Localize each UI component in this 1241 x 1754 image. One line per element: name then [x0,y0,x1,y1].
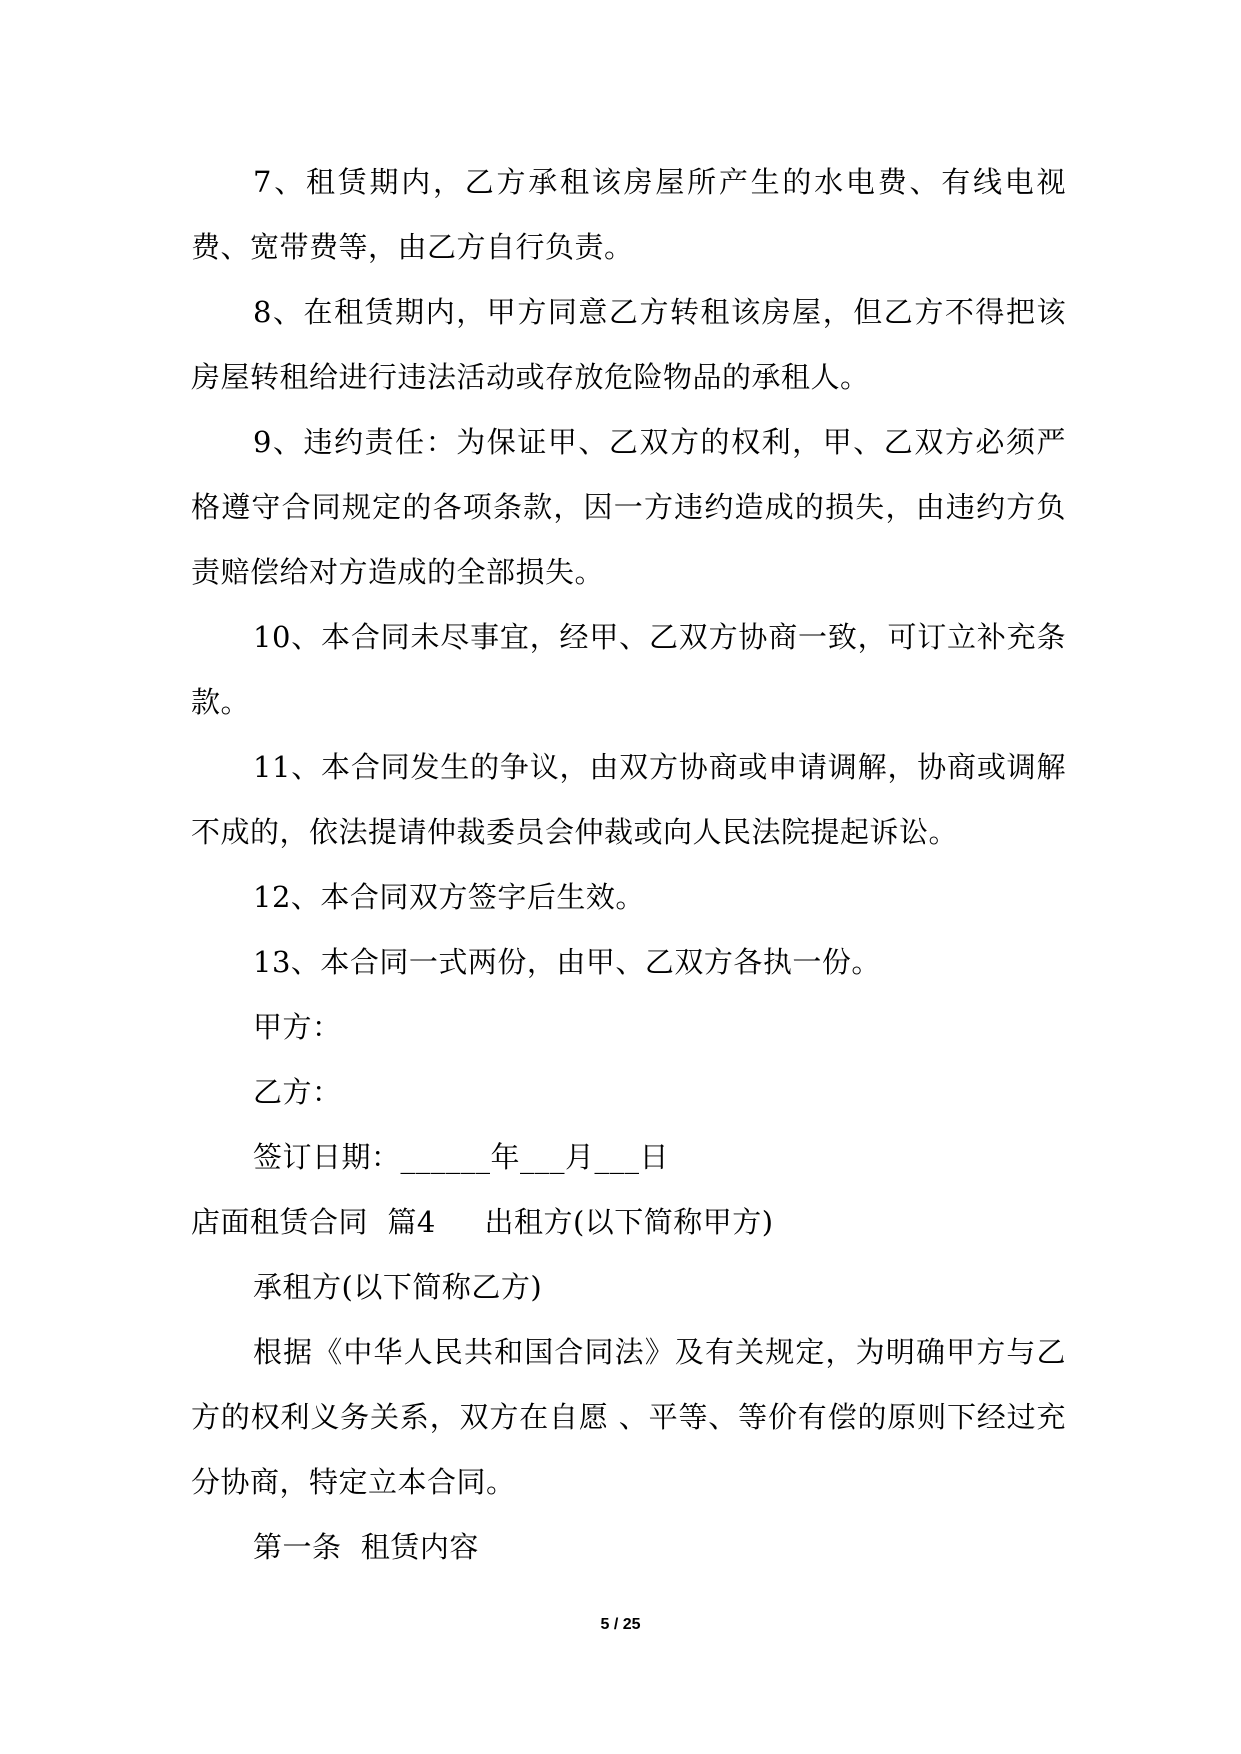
page-number: 5 / 25 [600,1616,641,1633]
clause-13: 13、本合同一式两份，由甲、乙双方各执一份。 [253,945,881,979]
preamble: 根据《中华人民共和国合同法》及有关规定，为明确甲方与乙方的权利义务关系，双方在自愿 、平等、等价有偿的原则下经过充分协商，特定立本合同。 [191,1335,1066,1499]
document-body [191,150,1066,1580]
party-a-signature: 甲方： [253,1010,342,1044]
clause-9: 9、违约责任：为保证甲、乙双方的权利，甲、乙双方必须严格遵守合同规定的各项条款，因一方违约造成的损失，由违约方负责赔偿给对方造成的全部损失。 [191,425,1066,589]
clause-12: 12、本合同双方签字后生效。 [253,880,645,914]
section-heading: 店面租赁合同 篇4 出租方(以下简称甲方) [191,1205,774,1239]
clause-8: 8、在租赁期内，甲方同意乙方转租该房屋，但乙方不得把该房屋转租给进行违法活动或存放危险物品的承租人。 [191,295,1066,394]
lessee-line: 承租方(以下简称乙方) [253,1270,543,1304]
party-b-signature: 乙方： [253,1075,342,1109]
clause-7: 7、租赁期内，乙方承租该房屋所产生的水电费、有线电视费、宽带费等，由乙方自行负责。 [191,165,1066,264]
signing-date: 签订日期：______年___月___日 [253,1140,670,1174]
clause-11: 11、本合同发生的争议，由双方协商或申请调解，协商或调解不成的，依法提请仲裁委员会仲裁或向人民法院提起诉讼。 [191,750,1066,849]
article-1-heading: 第一条 租赁内容 [253,1530,479,1564]
clause-10: 10、本合同未尽事宜，经甲、乙双方协商一致，可订立补充条款。 [191,620,1066,719]
